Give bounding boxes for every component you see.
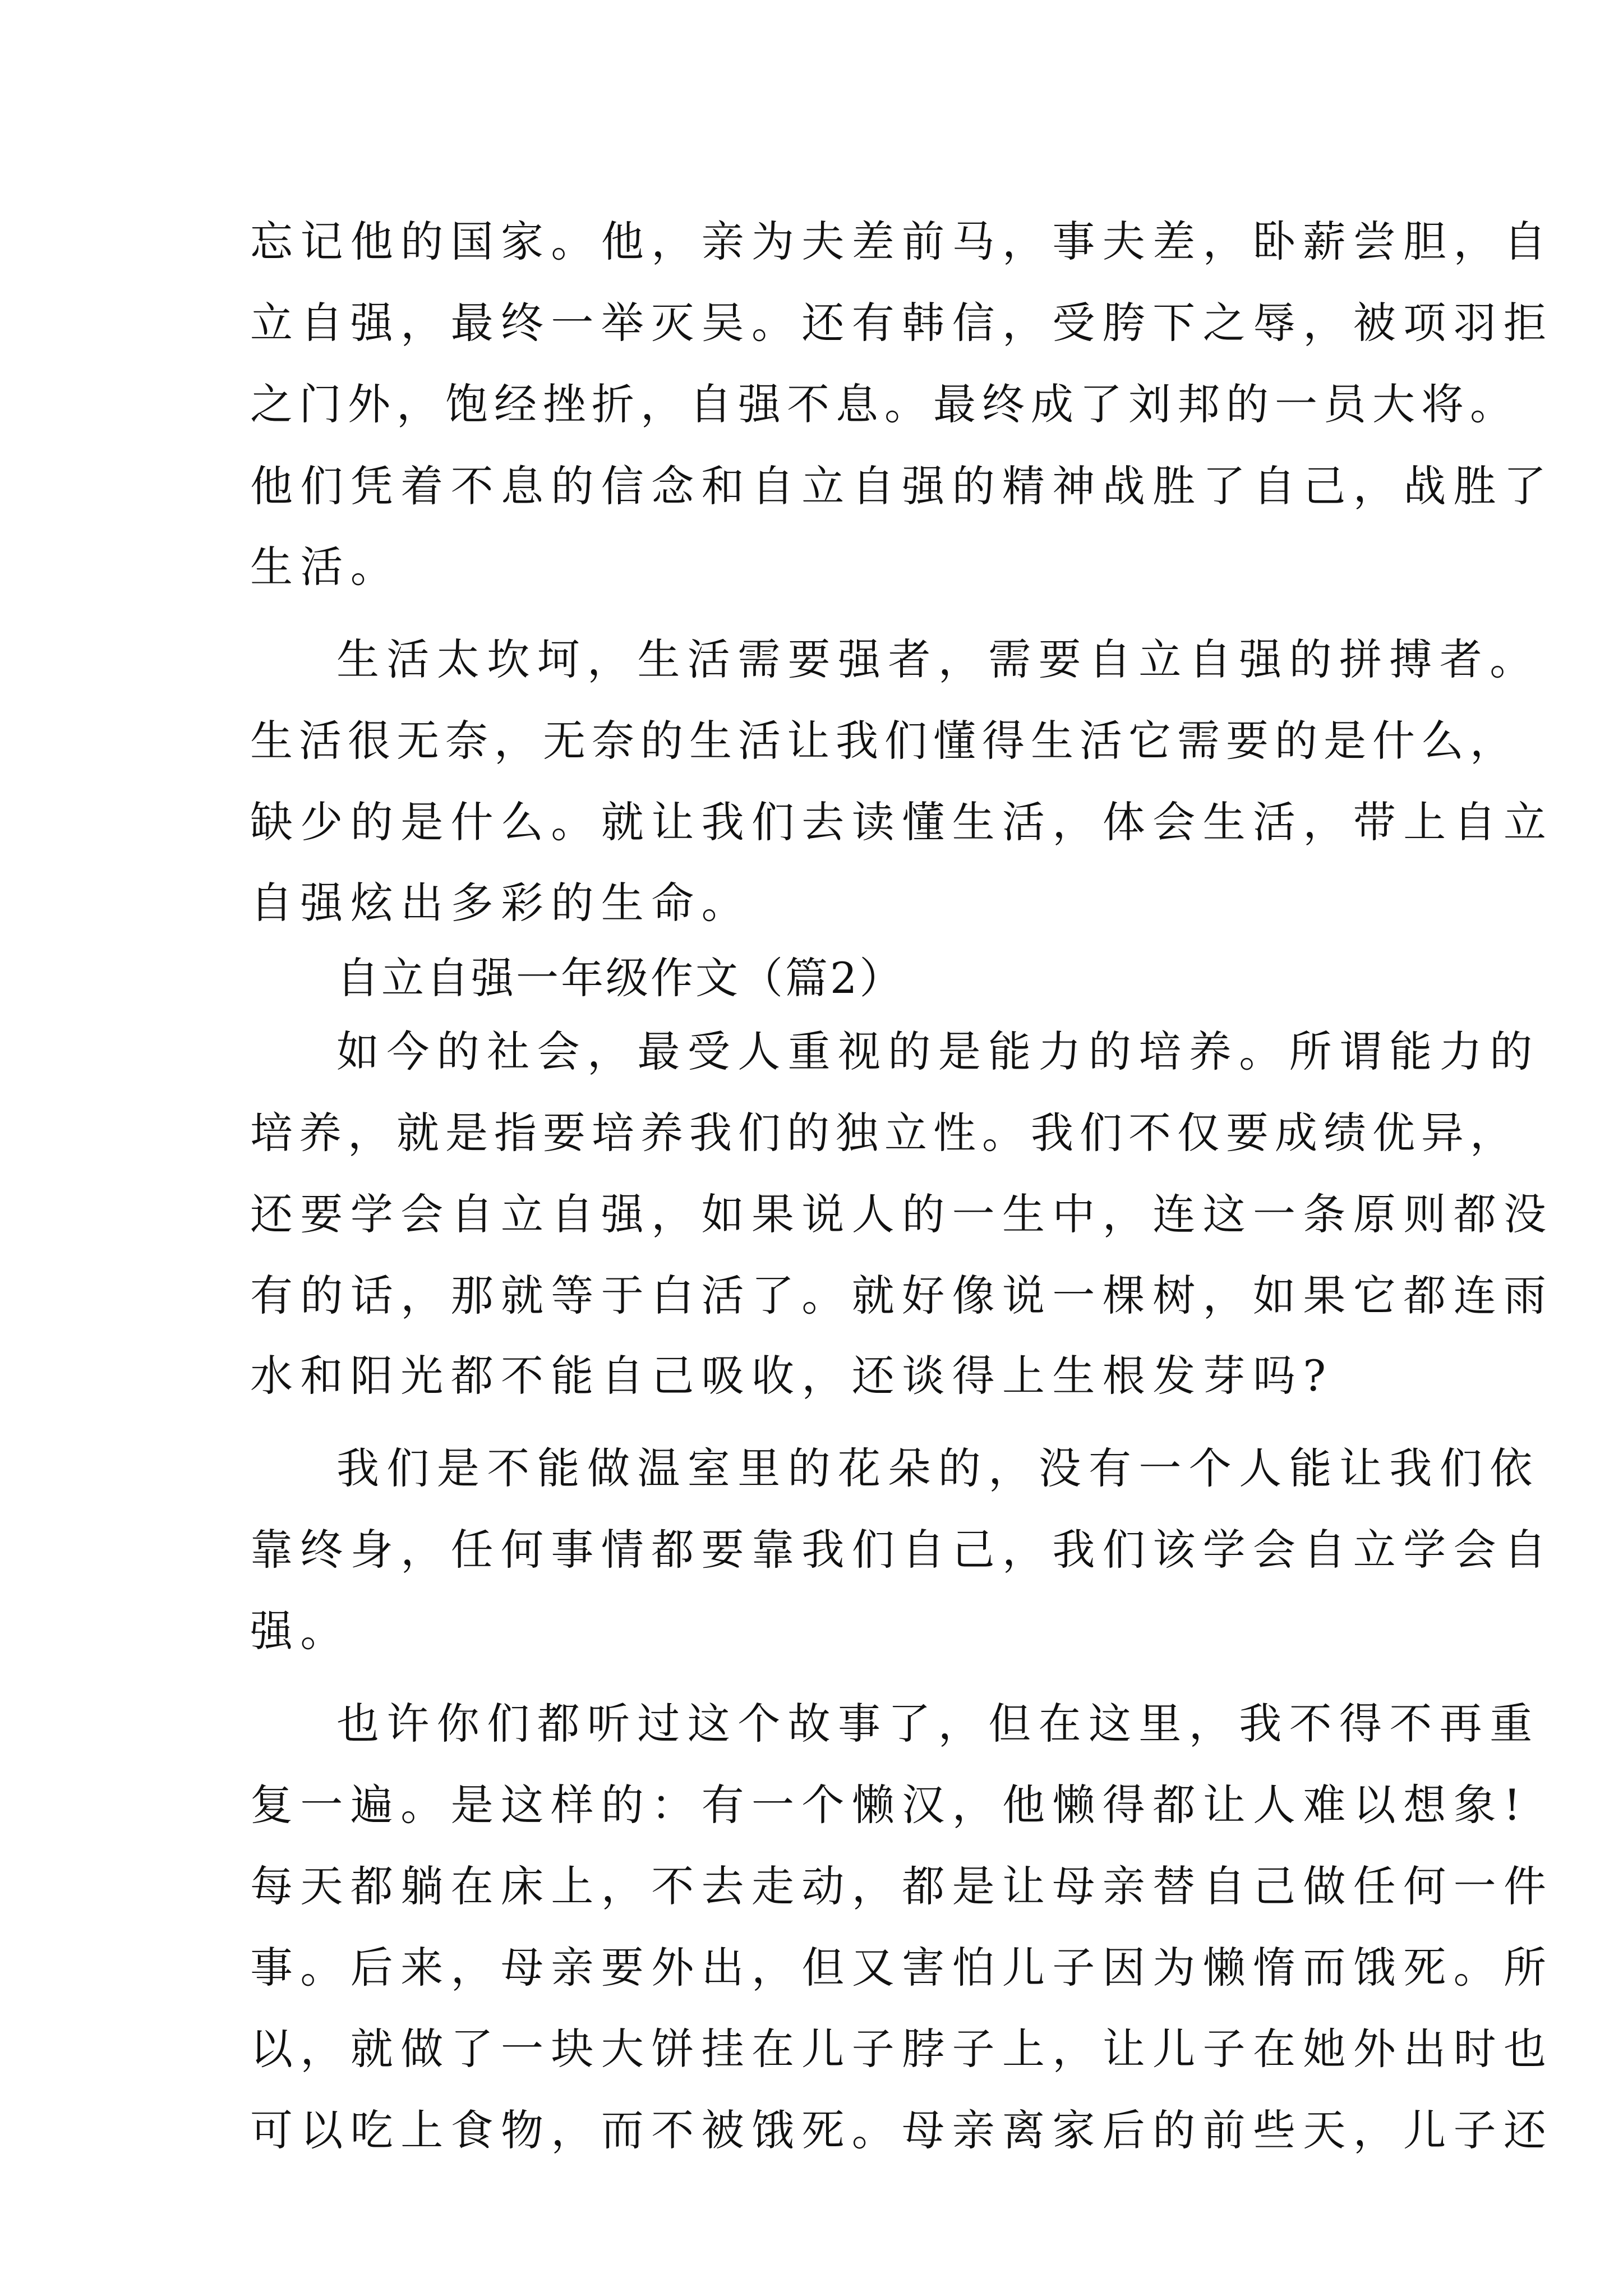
- text-line: 以，就做了一块大饼挂在儿子脖子上，让儿子在她外出时也: [250, 2024, 1554, 2074]
- text-line: 强。: [250, 1606, 351, 1656]
- text-line: 我们是不能做温室里的花朵的，没有一个人能让我们依: [336, 1443, 1540, 1493]
- section-heading: 自立自强一年级作文（篇2）: [336, 953, 905, 1003]
- text-line: 他们凭着不息的信念和自立自强的精神战胜了自己，战胜了: [250, 461, 1554, 511]
- text-line: 如今的社会，最受人重视的是能力的培养。所谓能力的: [336, 1027, 1540, 1076]
- text-line: 忘记他的国家。他，亲为夫差前马，事夫差，卧薪尝胆，自: [250, 217, 1554, 266]
- text-line: 生活。: [250, 542, 401, 592]
- text-line: 水和阳光都不能自己吸收，还谈得上生根发芽吗?: [250, 1351, 1334, 1401]
- text-line: 自强炫出多彩的生命。: [250, 878, 751, 928]
- text-line: 生活太坎坷，生活需要强者，需要自立自强的拼搏者。: [336, 634, 1540, 684]
- text-line: 之门外，饱经挫折，自强不息。最终成了刘邦的一员大将。: [250, 379, 1519, 429]
- text-line: 缺少的是什么。就让我们去读懂生活，体会生活，带上自立: [250, 797, 1554, 847]
- text-line: 复一遍。是这样的：有一个懒汉，他懒得都让人难以想象!: [250, 1780, 1528, 1830]
- text-line: 还要学会自立自强，如果说人的一生中，连这一条原则都没: [250, 1189, 1554, 1239]
- text-line: 生活很无奈，无奈的生活让我们懂得生活它需要的是什么，: [250, 716, 1519, 766]
- text-line: 每天都躺在床上，不去走动，都是让母亲替自己做任何一件: [250, 1861, 1554, 1911]
- text-line: 可以吃上食物，而不被饿死。母亲离家后的前些天，儿子还: [250, 2105, 1554, 2155]
- text-line: 事。后来，母亲要外出，但又害怕儿子因为懒惰而饿死。所: [250, 1943, 1554, 1993]
- text-line: 靠终身，任何事情都要靠我们自己，我们该学会自立学会自: [250, 1525, 1554, 1575]
- text-line: 立自强，最终一举灭吴。还有韩信，受胯下之辱，被项羽拒: [250, 298, 1554, 348]
- text-line: 有的话，那就等于白活了。就好像说一棵树，如果它都连雨: [250, 1271, 1554, 1320]
- text-line: 也许你们都听过这个故事了，但在这里，我不得不再重: [336, 1699, 1540, 1749]
- text-line: 培养，就是指要培养我们的独立性。我们不仅要成绩优异，: [250, 1108, 1519, 1158]
